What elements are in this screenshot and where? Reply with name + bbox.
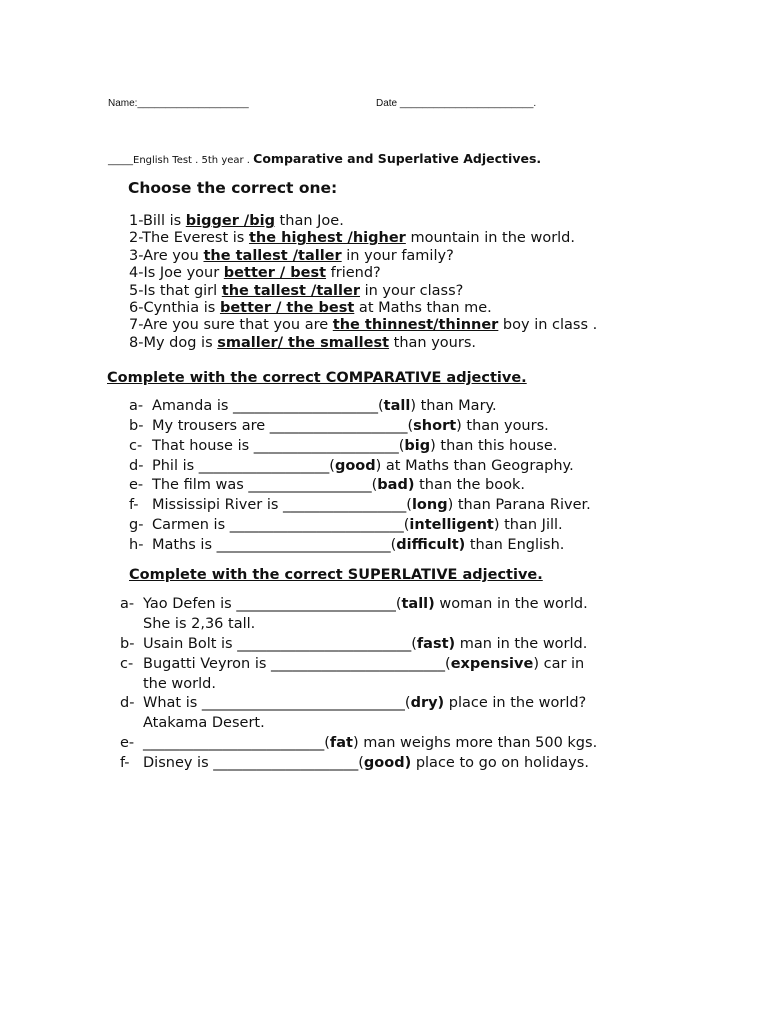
item-text-after: woman in the world. [434, 596, 588, 612]
adjective-hint: expensive [450, 656, 534, 672]
item-label: d- [129, 458, 144, 474]
item-text-before: Atakama Desert. [143, 715, 265, 731]
item-text-after: ) than Parana River. [447, 497, 591, 513]
item-text-before: She is 2,36 tall. [143, 616, 256, 632]
item-label: f- [120, 755, 130, 771]
item-text-before: The film was _________________( [152, 477, 378, 493]
adjective-hint: fat [329, 735, 353, 751]
item-text-after: ) than this house. [430, 438, 558, 454]
adjective-hint: good) [363, 755, 412, 771]
choice-options: better / best [223, 265, 327, 282]
choice-item [129, 265, 381, 281]
item-text-after: man in the world. [455, 636, 588, 652]
choice-text-after: boy in class . [498, 317, 598, 334]
choice-options: the highest /higher [248, 230, 406, 247]
item-text-before: Carmen is ________________________( [152, 517, 410, 533]
item-label: c- [129, 438, 143, 454]
choice-text-after: in your family? [341, 247, 454, 264]
choice-item [129, 300, 492, 316]
choice-item [129, 317, 597, 333]
test-title [108, 151, 541, 166]
item-label: f- [129, 497, 139, 513]
adjective-hint: fast) [416, 636, 456, 652]
exercise-item [152, 517, 563, 533]
item-text-before: _________________________( [143, 735, 330, 751]
item-text-before: the world. [143, 676, 216, 692]
choice-text-before: 1-Bill is [129, 213, 186, 229]
choice-text-before: 8-My dog is [129, 334, 218, 351]
exercise-item [143, 755, 589, 771]
choice-text-after: mountain in the world. [405, 230, 575, 247]
exercise-item [143, 636, 587, 652]
title-prefix: _____ [108, 155, 133, 166]
item-text-before: Usain Bolt is ________________________( [143, 636, 417, 652]
item-label: b- [129, 418, 144, 434]
item-text-before: Maths is ________________________( [152, 537, 397, 553]
choice-text-after: than Joe. [274, 213, 344, 229]
item-text-after: than the book. [414, 477, 525, 493]
adjective-hint: dry) [410, 695, 445, 711]
choice-item [129, 335, 476, 351]
item-text-after: place to go on holidays. [411, 755, 589, 771]
item-label: a- [129, 398, 144, 414]
choice-text-after: friend? [326, 265, 381, 282]
item-text-after: place in the world? [444, 695, 587, 711]
section2-heading: Complete with the correct COMPARATIVE adjective. [107, 370, 527, 386]
exercise-item [143, 735, 597, 751]
exercise-item [143, 596, 588, 612]
item-label: g- [129, 517, 144, 533]
adjective-hint: bad) [377, 477, 415, 493]
exercise-item [152, 477, 525, 493]
item-label: e- [120, 735, 135, 751]
choice-options: the thinnest/thinner [332, 317, 499, 334]
exercise-item [152, 438, 557, 454]
date-field-label: Date ________________________. [376, 98, 537, 109]
choice-item [129, 283, 463, 299]
adjective-hint: good [334, 458, 376, 474]
adjective-hint: difficult) [396, 537, 466, 553]
item-label: d- [120, 695, 135, 711]
item-text-after: ) than Mary. [410, 398, 497, 414]
adjective-hint: long [411, 497, 448, 513]
item-text-after: ) than Jill. [493, 517, 563, 533]
exercise-item [152, 398, 497, 414]
item-text-after: ) man weighs more than 500 kgs. [352, 735, 598, 751]
choice-options: the tallest /taller [203, 247, 342, 264]
exercise-item [152, 497, 591, 513]
item-text-after: ) than yours. [456, 418, 549, 434]
item-label: c- [120, 656, 134, 672]
item-text-before: Disney is ____________________( [143, 755, 364, 771]
exercise-item [143, 616, 255, 632]
item-text-before: That house is ____________________( [152, 438, 405, 454]
adjective-hint: short [413, 418, 457, 434]
choice-text-before: 4-Is Joe your [129, 265, 224, 282]
item-text-after: than English. [465, 537, 565, 553]
item-text-before: What is ____________________________( [143, 695, 411, 711]
item-label: h- [129, 537, 144, 553]
section3-heading: Complete with the correct SUPERLATIVE adjective. [129, 567, 543, 583]
name-field-label: Name:____________________ [108, 98, 249, 109]
choice-text-after: in your class? [359, 282, 464, 299]
adjective-hint: big [404, 438, 431, 454]
exercise-item [152, 458, 574, 474]
exercise-item [152, 418, 549, 434]
exercise-item [143, 695, 586, 711]
choice-text-before: 2-The Everest is [129, 230, 249, 247]
title-test: English Test . 5th year . [133, 155, 254, 166]
choice-item [129, 230, 575, 246]
adjective-hint: tall) [401, 596, 435, 612]
exercise-item [143, 676, 216, 692]
choice-options: smaller/ the smallest [217, 334, 390, 351]
item-label: a- [120, 596, 135, 612]
choice-text-after: at Maths than me. [354, 300, 492, 316]
choice-text-before: 3-Are you [129, 247, 204, 264]
item-text-after: ) at Maths than Geography. [375, 458, 574, 474]
title-topic: Comparative and Superlative Adjectives. [253, 151, 542, 166]
adjective-hint: tall [383, 398, 411, 414]
exercise-item [152, 537, 564, 553]
item-text-after: ) car in [533, 656, 585, 672]
section1-heading: Choose the correct one: [128, 179, 338, 197]
choice-item [129, 213, 344, 229]
item-label: b- [120, 636, 135, 652]
choice-item [129, 248, 454, 264]
choice-text-before: 7-Are you sure that you are [129, 317, 333, 334]
item-text-before: Mississipi River is _________________( [152, 497, 412, 513]
item-text-before: Bugatti Veyron is ________________________( [143, 656, 451, 672]
item-text-before: Yao Defen is ______________________( [143, 596, 402, 612]
choice-text-after: than yours. [389, 334, 476, 351]
item-text-before: Amanda is ____________________( [152, 398, 384, 414]
choice-text-before: 5-Is that girl [129, 282, 222, 299]
choice-options: the tallest /taller [221, 282, 360, 299]
choice-text-before: 6-Cynthia is [129, 300, 220, 316]
adjective-hint: intelligent [409, 517, 494, 533]
exercise-item [143, 715, 265, 731]
item-text-before: Phil is __________________( [152, 458, 335, 474]
item-label: e- [129, 477, 144, 493]
item-text-before: My trousers are ___________________( [152, 418, 414, 434]
choice-options: bigger /big [185, 213, 275, 229]
choice-options: better / the best [219, 300, 355, 316]
exercise-item [143, 656, 584, 672]
